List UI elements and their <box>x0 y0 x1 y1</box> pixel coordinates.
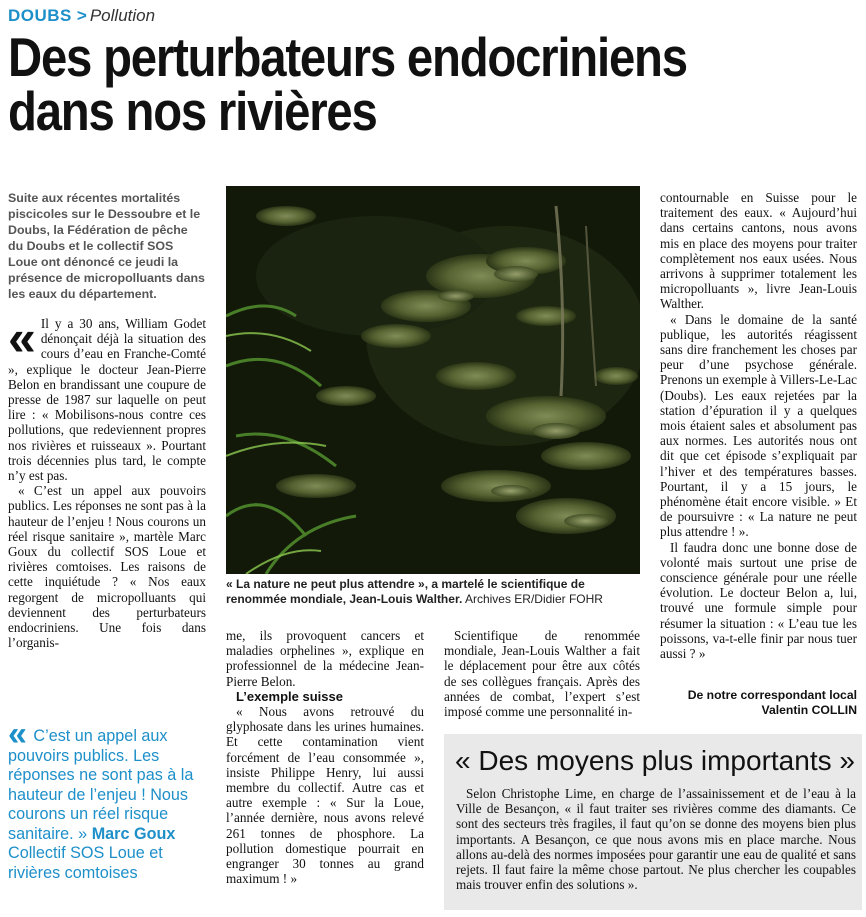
algae-photo-illustration <box>226 186 640 574</box>
topic-label: Pollution <box>89 6 156 25</box>
caption-text: « La nature ne peut plus attendre », a martelé le scientifique de renommée mondiale, Jean-Louis Walther. <box>226 577 585 606</box>
column1-paragraph-1: « Il y a 30 ans, William Godet dénonçait déjà la situation des cours d’eau en Franche-Comté », explique le docteur Jean-Pierre Belon en brandissant une coupure de presse de 1987 sur laquelle on peut lire : « Mobilisons-nous contre ces pollutions, que redeviennent propres nos rivières et ruisseaux ». Pourtant trois décennies plus tard, le compte n’y est pas. <box>8 310 206 484</box>
article-lead: Suite aux récentes mortalités piscicoles sur le Dessoubre et le Doubs, la Fédération de pêche du Doubs et le collectif SOS Loue ont dénoncé ce jeudi la présence de micropolluants dans les eaux du département. <box>8 191 205 301</box>
photo-credit: Archives ER/Didier FOHR <box>464 592 603 606</box>
column2-paragraph-1: me, ils provoquent cancers et maladies orphelines », explique en professionnel de la médecine Jean-Pierre Belon. <box>226 628 424 689</box>
photo-caption <box>226 577 640 607</box>
byline-role: De notre correspondant local <box>687 688 857 702</box>
box-title: « Des moyens plus importants » <box>455 745 855 776</box>
pull-quote-author: Marc Goux <box>91 824 176 843</box>
subhead-swiss-example: L’exemple suisse <box>236 688 343 704</box>
article-column-2 <box>226 628 424 886</box>
column4-paragraph-1: contournable en Suisse pour le traitement des eaux. « Aujourd’hui dans certains cantons, nous avons mis en place des moyens pour traiter complètement nos eaux usées. Nous arrivons à supprimer totalement les micropolluants », livre Jean-Louis Walther. <box>660 190 857 312</box>
column4-paragraph-3: Il faudra donc une bonne dose de volonté mais surtout une prise de conscience générale pour une réelle évolution. Le docteur Belon a, lui, trouvé une formule simple pour résumer la situation : « L’eau tue les poissons, va-t-elle finir par nous tuer aussi ? » <box>660 539 857 662</box>
river-photo <box>226 186 640 574</box>
pull-quote-mark: « <box>8 715 27 753</box>
rubric-separator: > <box>76 6 87 25</box>
byline <box>650 688 857 718</box>
article-column-4 <box>660 190 857 661</box>
headline-line-2: dans nos rivières <box>8 80 377 142</box>
byline-author: Valentin COLLIN <box>761 703 857 717</box>
column1-paragraph-2: « C’est un appel aux pouvoirs publics. Les réponses ne sont pas à la hauteur de l’enjeu ! Nous courons un réel risque sanitaire », martèle Marc Goux du collectif SOS Loue et rivières comtoises. Les raisons de cette inquiétude ? « Nos eaux regorgent de micropolluants qui deviennent des perturbateurs endocriniens. Une fois dans l’organis- <box>8 483 206 651</box>
column2-paragraph-2: « Nous avons retrouvé du glyphosate dans les urines humaines. Et cette contamination vient forcément de l’eau consommée », insiste Philippe Henry, lui aussi membre du collectif. Autre cas et autre exemple : « Sur la Loue, l’année dernière, nous avons relevé 261 tonnes de phosphore. La pollution domestique pourrait en engranger 30 tonnes au grand maximum ! » <box>226 704 424 887</box>
headline <box>8 26 739 142</box>
column4-paragraph-2: « Dans le domaine de la santé publique, les autorités réagissent sans dire franchement les choses par peur d’une psychose générale. Prenons un exemple à Villers-Le-Lac (Doubs). Les eaux rejetées par la station d’épuration il y a quelques mois étaient sales et absolument pas aux normes. Les autorités nous ont dit que cet épisode s’expliquait par l’hiver et des températures basses. Pourtant, il y a 15 jours, le phénomène était encore visible. » Et de poursuivre : « La nature ne peut plus attendre ! ». <box>660 311 857 540</box>
opening-quote-mark: « <box>8 310 36 366</box>
pull-quote-affiliation: Collectif SOS Loue et rivières comtoises <box>8 844 163 882</box>
box-paragraph: Selon Christophe Lime, en charge de l’assainissement et de l’eau à la Ville de Besançon, « il faut traiter ses rivières comme des diamants. Ce sont des secteurs très fragiles, il faut qu’on se donne des moyens bien plus importants. A Besançon, ce que nous avons mis en place marche. Nous allons au-delà des normes imposées pour garantir une eau de qualité et sans rejets. Il faut faire la même chose partout. Ne plus chercher les coupables mais trouver enfin des solutions ». <box>456 786 856 893</box>
headline-line-1: Des perturbateurs endocriniens <box>8 26 687 88</box>
pull-quote <box>8 715 213 883</box>
box-body <box>456 786 856 892</box>
article-column-1 <box>8 310 206 651</box>
section-label: DOUBS <box>8 6 72 25</box>
section-rubric <box>8 6 155 26</box>
column3-paragraph-1: Scientifique de renommée mondiale, Jean-Louis Walther a fait le déplacement pour être aux côtés de ses collègues français. Après des années de combat, l’expert s’est imposé comme une personnalité in- <box>444 628 640 720</box>
pull-quote-text: C’est un appel aux pouvoirs publics. Les réponses ne sont pas à la hauteur de l’enjeu ! Nous courons un réel risque sanitaire. » <box>8 727 194 843</box>
article-column-3 <box>444 628 640 719</box>
